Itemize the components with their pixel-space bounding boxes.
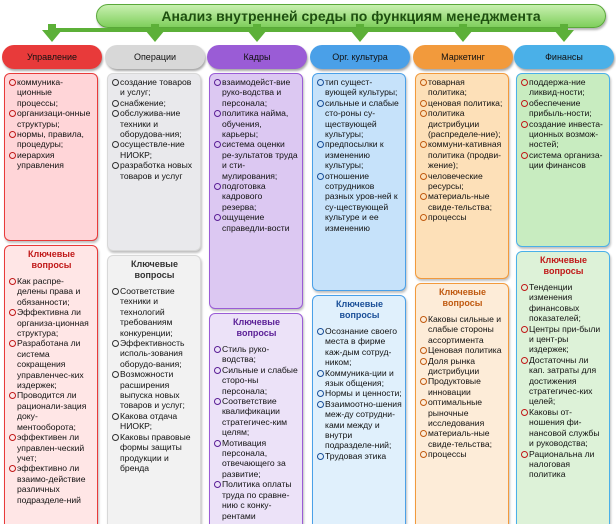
list-item: создание товаров и услуг; [112,77,197,98]
list-item: Соответствие техники и технологий требованиям конкуренции; [112,286,197,338]
list-item: Трудовая этика [317,451,402,461]
list-item: обеспечение прибыль-ности; [521,98,606,119]
list-item: оптимальные рыночные исследования [420,397,505,428]
list-item: Эффективность исполь-зования оборудо-вания; [112,338,197,369]
column-header: Кадры [207,45,307,69]
list-item: организаци-онные структуры; [9,108,94,129]
list-item: Достаточны ли кап. затраты для достижения стратегичес-ких целей; [521,355,606,407]
list-item: эффективен ли управлен-ческий учет; [9,432,94,463]
key-questions-title: Ключевые вопросы [438,287,486,308]
list-item: сильные и слабые сто-роны су-ществующей культуры; [317,98,402,140]
list-item: осуществле-ние НИОКР; [112,139,197,160]
list-item: подготовка кадрового резерва; [214,181,299,212]
list-item: ценовая политика; [420,98,505,108]
list-item: Нормы и ценности; [317,388,402,398]
list-item: Взаимоотно-шения меж-ду сотрудни-ками между и внутри подразделе-ний; [317,399,402,451]
list-item: Коммуника-ции и язык общения; [317,368,402,389]
list-item: Ценовая политика [420,345,505,355]
list-item: Стиль руко-водства; [214,344,299,365]
function-column [207,45,307,521]
down-arrow-icon [42,30,62,42]
function-areas-box [312,73,406,291]
list-item: Продуктовые инновации [420,376,505,397]
function-areas-box [209,73,303,309]
list-item: тип сущест-вующей культуры; [317,77,402,98]
list-item: материаль-ные свиде-тельства; [420,191,505,212]
list-item: Соответствие квалификации стратегичес-ким целям; [214,396,299,438]
key-questions-box [415,283,509,524]
down-arrow-icon [453,30,473,42]
key-questions-title: Ключевые вопросы [539,255,587,276]
list-item: материаль-ные свиде-тельства; [420,428,505,449]
function-areas-box [516,73,610,247]
list-item: разработка новых товаров и услуг [112,160,197,181]
list-item: взаимодейст-вие руко-водства и персонала; [214,77,299,108]
list-item: политика дистрибуции (распределе-ние); [420,108,505,139]
list-item: создание инвеста-ционных возмож-ностей; [521,119,606,150]
list-item: система оценки ре-зультатов труда и сти-мулирования; [214,139,299,181]
list-item: человеческие ресурсы; [420,171,505,192]
list-item: поддержа-ние ликвид-ности; [521,77,606,98]
list-item: Каковы сильные и слабые стороны ассортимента [420,314,505,345]
diagram-title: Анализ внутренней среды по функциям менеджмента [96,4,606,28]
list-item: нормы, правила, процедуры; [9,129,94,150]
function-column [105,45,205,473]
function-column [2,45,102,505]
list-item: Осознание своего места в фирме каж-дым сотруд-ником; [317,326,402,368]
list-item: Каковы от-ношения фи-нансовой службы и руководства; [521,407,606,449]
list-item: процессы [420,449,505,459]
column-header: Управление [2,45,102,69]
key-questions-title: Ключевые вопросы [232,317,280,338]
list-item: Доля рынка дистрибуции [420,356,505,377]
list-item: снабжение; [112,98,197,108]
function-column [310,45,410,461]
column-header: Операции [105,45,205,69]
list-item: коммуника-ционные процессы; [9,77,94,108]
list-item: Рациональна ли налоговая политика [521,449,606,480]
list-item: Политика оплаты труда по сравне-нию с конку-рентами [214,479,299,521]
list-item: Сильные и слабые сторо-ны персонала; [214,365,299,396]
list-item: система организа-ции финансов [521,150,606,171]
list-item: коммуни-кативная политика (продви-жение); [420,139,505,170]
list-item: отношение сотрудников разных уров-ней к су-ществующей культуре и ее изменению [317,171,402,233]
down-arrow-icon [554,30,574,42]
key-questions-title: Ключевые вопросы [27,249,75,270]
column-header: Финансы [514,45,614,69]
down-arrow-icon [350,30,370,42]
key-questions-box [107,255,201,524]
list-item: Тенденции изменения финансовых показателей; [521,282,606,324]
list-item: Мотивация персонала, отвечающего за развитие; [214,438,299,480]
function-column [413,45,513,460]
key-questions-box [209,313,303,524]
down-arrow-icon [247,30,267,42]
list-item: Эффективна ли организа-ционная структура; [9,307,94,338]
key-questions-box [516,251,610,524]
function-areas-box [415,73,509,279]
function-column [514,45,614,480]
list-item: Возможности расширения выпуска новых товаров и услуг; [112,369,197,411]
list-item: обслужива-ние техники и оборудова-ния; [112,108,197,139]
list-item: Как распре-делены права и обязанности; [9,276,94,307]
key-questions-title: Ключевые вопросы [130,259,178,280]
list-item: Каковы правовые формы защиты продукции и бренда [112,432,197,474]
list-item: Какова отдача НИОКР; [112,411,197,432]
function-areas-box [107,73,201,251]
list-item: Разработана ли система сокращения управленчес-ких издержек; [9,338,94,390]
list-item: Центры при-были и цент-ры издержек; [521,324,606,355]
column-header: Орг. культура [310,45,410,69]
function-areas-box [4,73,98,241]
list-item: ощущение справедли-вости [214,212,299,233]
arrow-connector [52,28,562,32]
list-item: иерархия управления [9,150,94,171]
key-questions-title: Ключевые вопросы [335,299,383,320]
key-questions-box [4,245,98,524]
list-item: процессы [420,212,505,222]
list-item: Проводится ли рационали-зация доку-ментооборота; [9,390,94,432]
down-arrow-icon [145,30,165,42]
list-item: товарная политика; [420,77,505,98]
list-item: эффективно ли взаимо-действие различных подразделе-ний [9,463,94,505]
key-questions-box [312,295,406,524]
column-header: Маркетинг [413,45,513,69]
list-item: предпосылки к изменению культуры; [317,139,402,170]
list-item: политика найма, обучения, карьеры; [214,108,299,139]
